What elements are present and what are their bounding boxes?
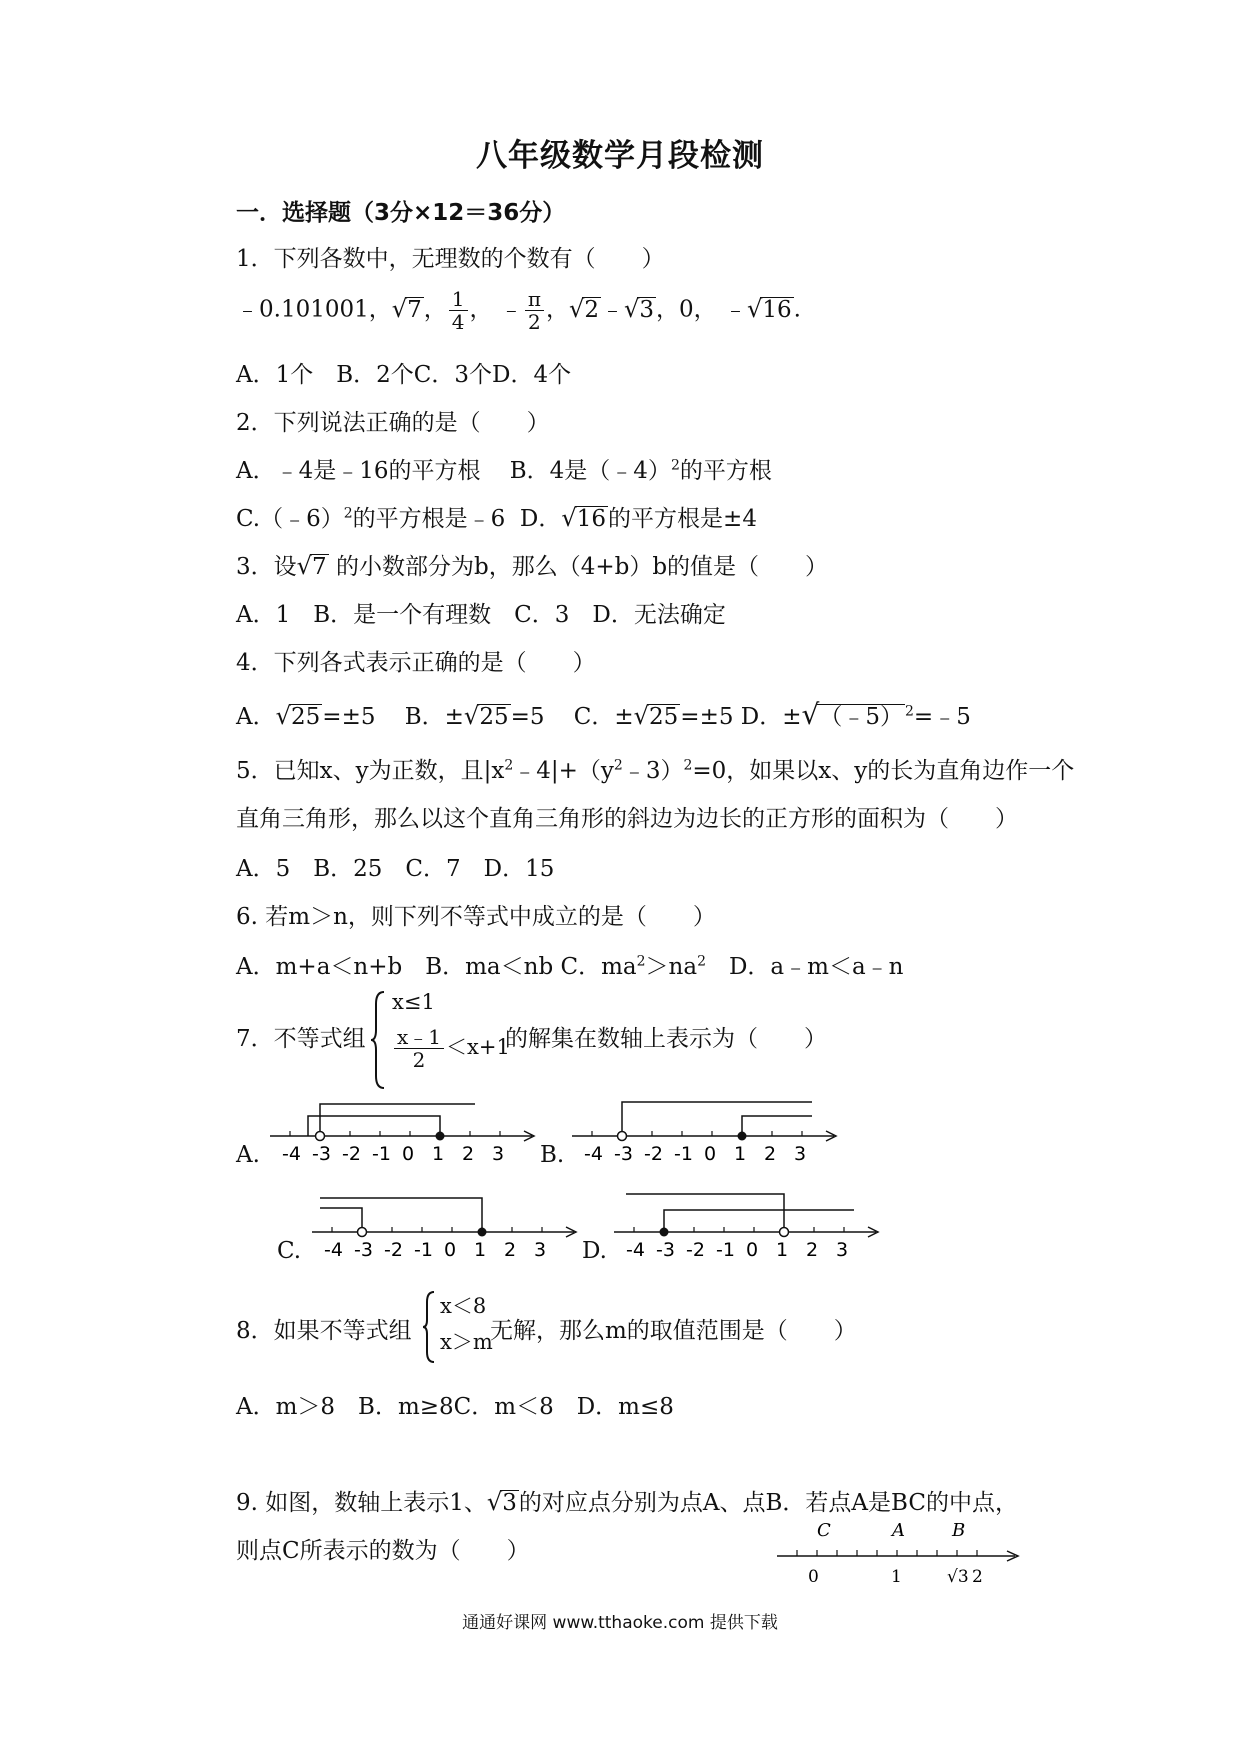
tick-label: -1 (372, 1143, 391, 1165)
page-title: 八年级数学月段检测 (476, 138, 764, 174)
question-4-options: A．√25=±5 B．±√25=5 C．±√25=±5 D．±√（﹣5） $^2$=﹣5 (236, 698, 971, 731)
tick-label: -3 (354, 1239, 373, 1261)
sqrt-3: √3 (624, 294, 655, 323)
tick-label: -4 (626, 1239, 645, 1261)
option-d-label: D. (582, 1238, 607, 1264)
tick-label: -2 (342, 1143, 361, 1165)
option-c-label: C. (277, 1238, 302, 1264)
tick-label: 0 (402, 1143, 415, 1165)
fraction-quarter: $\frac{1}{4}$ (449, 288, 468, 333)
tick-label: -4 (282, 1143, 301, 1165)
tick-label: 0 (444, 1239, 457, 1261)
tick-label: 2 (764, 1143, 777, 1165)
question-7-stem-start: 7．不等式组 (236, 1026, 366, 1052)
question-9-figure (775, 1518, 1035, 1592)
question-7-brace (370, 990, 390, 1094)
tick-label: 2 (806, 1239, 819, 1261)
question-8-ineq-1: x＜8 (440, 1294, 487, 1318)
question-4-stem: 4．下列各式表示正确的是（ ） (236, 650, 596, 676)
question-6-options: A．m+a＜n+b B．ma＜nb C．$ma^2>na^2$ D．a﹣m＜a﹣n (236, 953, 904, 980)
tick-label: 2 (504, 1239, 517, 1261)
tick-1-label: 1 (891, 1567, 902, 1587)
question-7-ineq-2: $\frac{x﹣1}{2}$ ＜x+1 (392, 1026, 510, 1071)
point-c-label: C (817, 1520, 831, 1541)
sqrt-7: √7 (391, 294, 422, 323)
tick-label: -1 (716, 1239, 735, 1261)
tick-label: -2 (644, 1143, 663, 1165)
open-point (316, 1132, 325, 1141)
question-8-ineq-2: x＞m (440, 1330, 493, 1354)
tick-label: 0 (704, 1143, 717, 1165)
tick-label: 1 (432, 1143, 445, 1165)
question-7-ineq-1: x≤1 (392, 990, 435, 1014)
closed-point (660, 1228, 669, 1237)
number-line-b (572, 1090, 842, 1174)
tick-label: -4 (584, 1143, 603, 1165)
sqrt-2: √2 (568, 294, 600, 323)
tick-label: 3 (836, 1239, 849, 1261)
tick-sqrt3-label: √3 (947, 1567, 969, 1587)
point-a-label: A (892, 1520, 905, 1541)
question-2-options-ab: A．﹣4是﹣16的平方根 B．4是（﹣4）$^2$的平方根 (236, 457, 772, 484)
tick-label: -1 (414, 1239, 433, 1261)
open-point (780, 1228, 789, 1237)
tick-label: 3 (794, 1143, 807, 1165)
question-7-stem-end: 的解集在数轴上表示为（ ） (505, 1026, 827, 1052)
tick-label: 3 (492, 1143, 505, 1165)
closed-point (478, 1228, 487, 1237)
question-5-options: A．5 B．25 C．7 D．15 (236, 856, 555, 882)
fraction-pi-half: $\frac{\pi}{2}$ (525, 288, 544, 333)
question-6-stem: 6. 若m＞n，则下列不等式中成立的是（ ） (236, 904, 716, 930)
tick-0-label: 0 (808, 1567, 819, 1587)
question-9-line-1: 9. 如图，数轴上表示1、√3的对应点分别为点A、点B．若点A是BC的中点， (236, 1488, 1018, 1516)
question-1-numbers: ﹣0.101001，√7， $\frac{1}{4}$ ， ﹣ $\frac{\pi}{2}$ ，√2﹣√3，0， ﹣√16. (236, 287, 801, 334)
question-5-line-2: 直角三角形，那么以这个直角三角形的斜边为边长的正方形的面积为（ ） (236, 806, 1018, 832)
question-8-stem-end: 无解，那么m的取值范围是（ ） (490, 1318, 857, 1344)
tick-label: 0 (746, 1239, 759, 1261)
section-heading: 一．选择题（3分×12＝36分） (236, 200, 566, 226)
tick-label: -4 (324, 1239, 343, 1261)
tick-label: -1 (674, 1143, 693, 1165)
question-8-options: A．m＞8 B．m≥8C．m＜8 D．m≤8 (236, 1394, 674, 1420)
question-2-options-cd: C.（﹣6）$^2$的平方根是﹣6 D．√16的平方根是±4 (236, 504, 757, 532)
point-b-label: B (952, 1520, 966, 1541)
number-line-c (312, 1186, 582, 1270)
tick-2-label: 2 (972, 1567, 983, 1587)
tick-label: 2 (462, 1143, 475, 1165)
question-8-stem-start: 8．如果不等式组 (236, 1318, 412, 1344)
tick-label: 1 (474, 1239, 487, 1261)
closed-point (738, 1132, 747, 1141)
question-5-line-1: 5．已知x、y为正数，且$|x^2﹣4|+(y^2﹣3)^2=0$，如果以x、y的长为直角边作一个 (236, 757, 1075, 784)
number-text: ﹣0.101001， (236, 296, 392, 323)
tick-label: 1 (776, 1239, 789, 1261)
question-8-brace (422, 1290, 438, 1368)
tick-label: -3 (656, 1239, 675, 1261)
open-point (618, 1132, 627, 1141)
tick-label: 1 (734, 1143, 747, 1165)
tick-label: -2 (686, 1239, 705, 1261)
sqrt-16: √16 (747, 294, 792, 323)
number-line-d (614, 1186, 884, 1270)
tick-label: 3 (534, 1239, 547, 1261)
question-9-line-2: 则点C所表示的数为（ ） (236, 1538, 530, 1564)
question-1-stem: 1．下列各数中，无理数的个数有（ ） (236, 246, 665, 272)
open-point (358, 1228, 367, 1237)
tick-label: -2 (384, 1239, 403, 1261)
tick-label: -3 (614, 1143, 633, 1165)
question-1-options: A．1个 B．2个C．3个D．4个 (236, 362, 572, 388)
tick-label: -3 (312, 1143, 331, 1165)
number-line-a (270, 1090, 540, 1174)
closed-point (436, 1132, 445, 1141)
option-a-label: A. (236, 1142, 260, 1168)
option-b-label: B. (540, 1142, 565, 1168)
question-3-stem: 3．设√7 的小数部分为b，那么（4+b）b的值是（ ） (236, 552, 829, 580)
question-3-options: A．1 B．是一个有理数 C．3 D．无法确定 (236, 602, 726, 628)
question-2-stem: 2．下列说法正确的是（ ） (236, 410, 550, 436)
page-footer: 通通好课网 www.tthaoke.com 提供下载 (462, 1613, 778, 1633)
